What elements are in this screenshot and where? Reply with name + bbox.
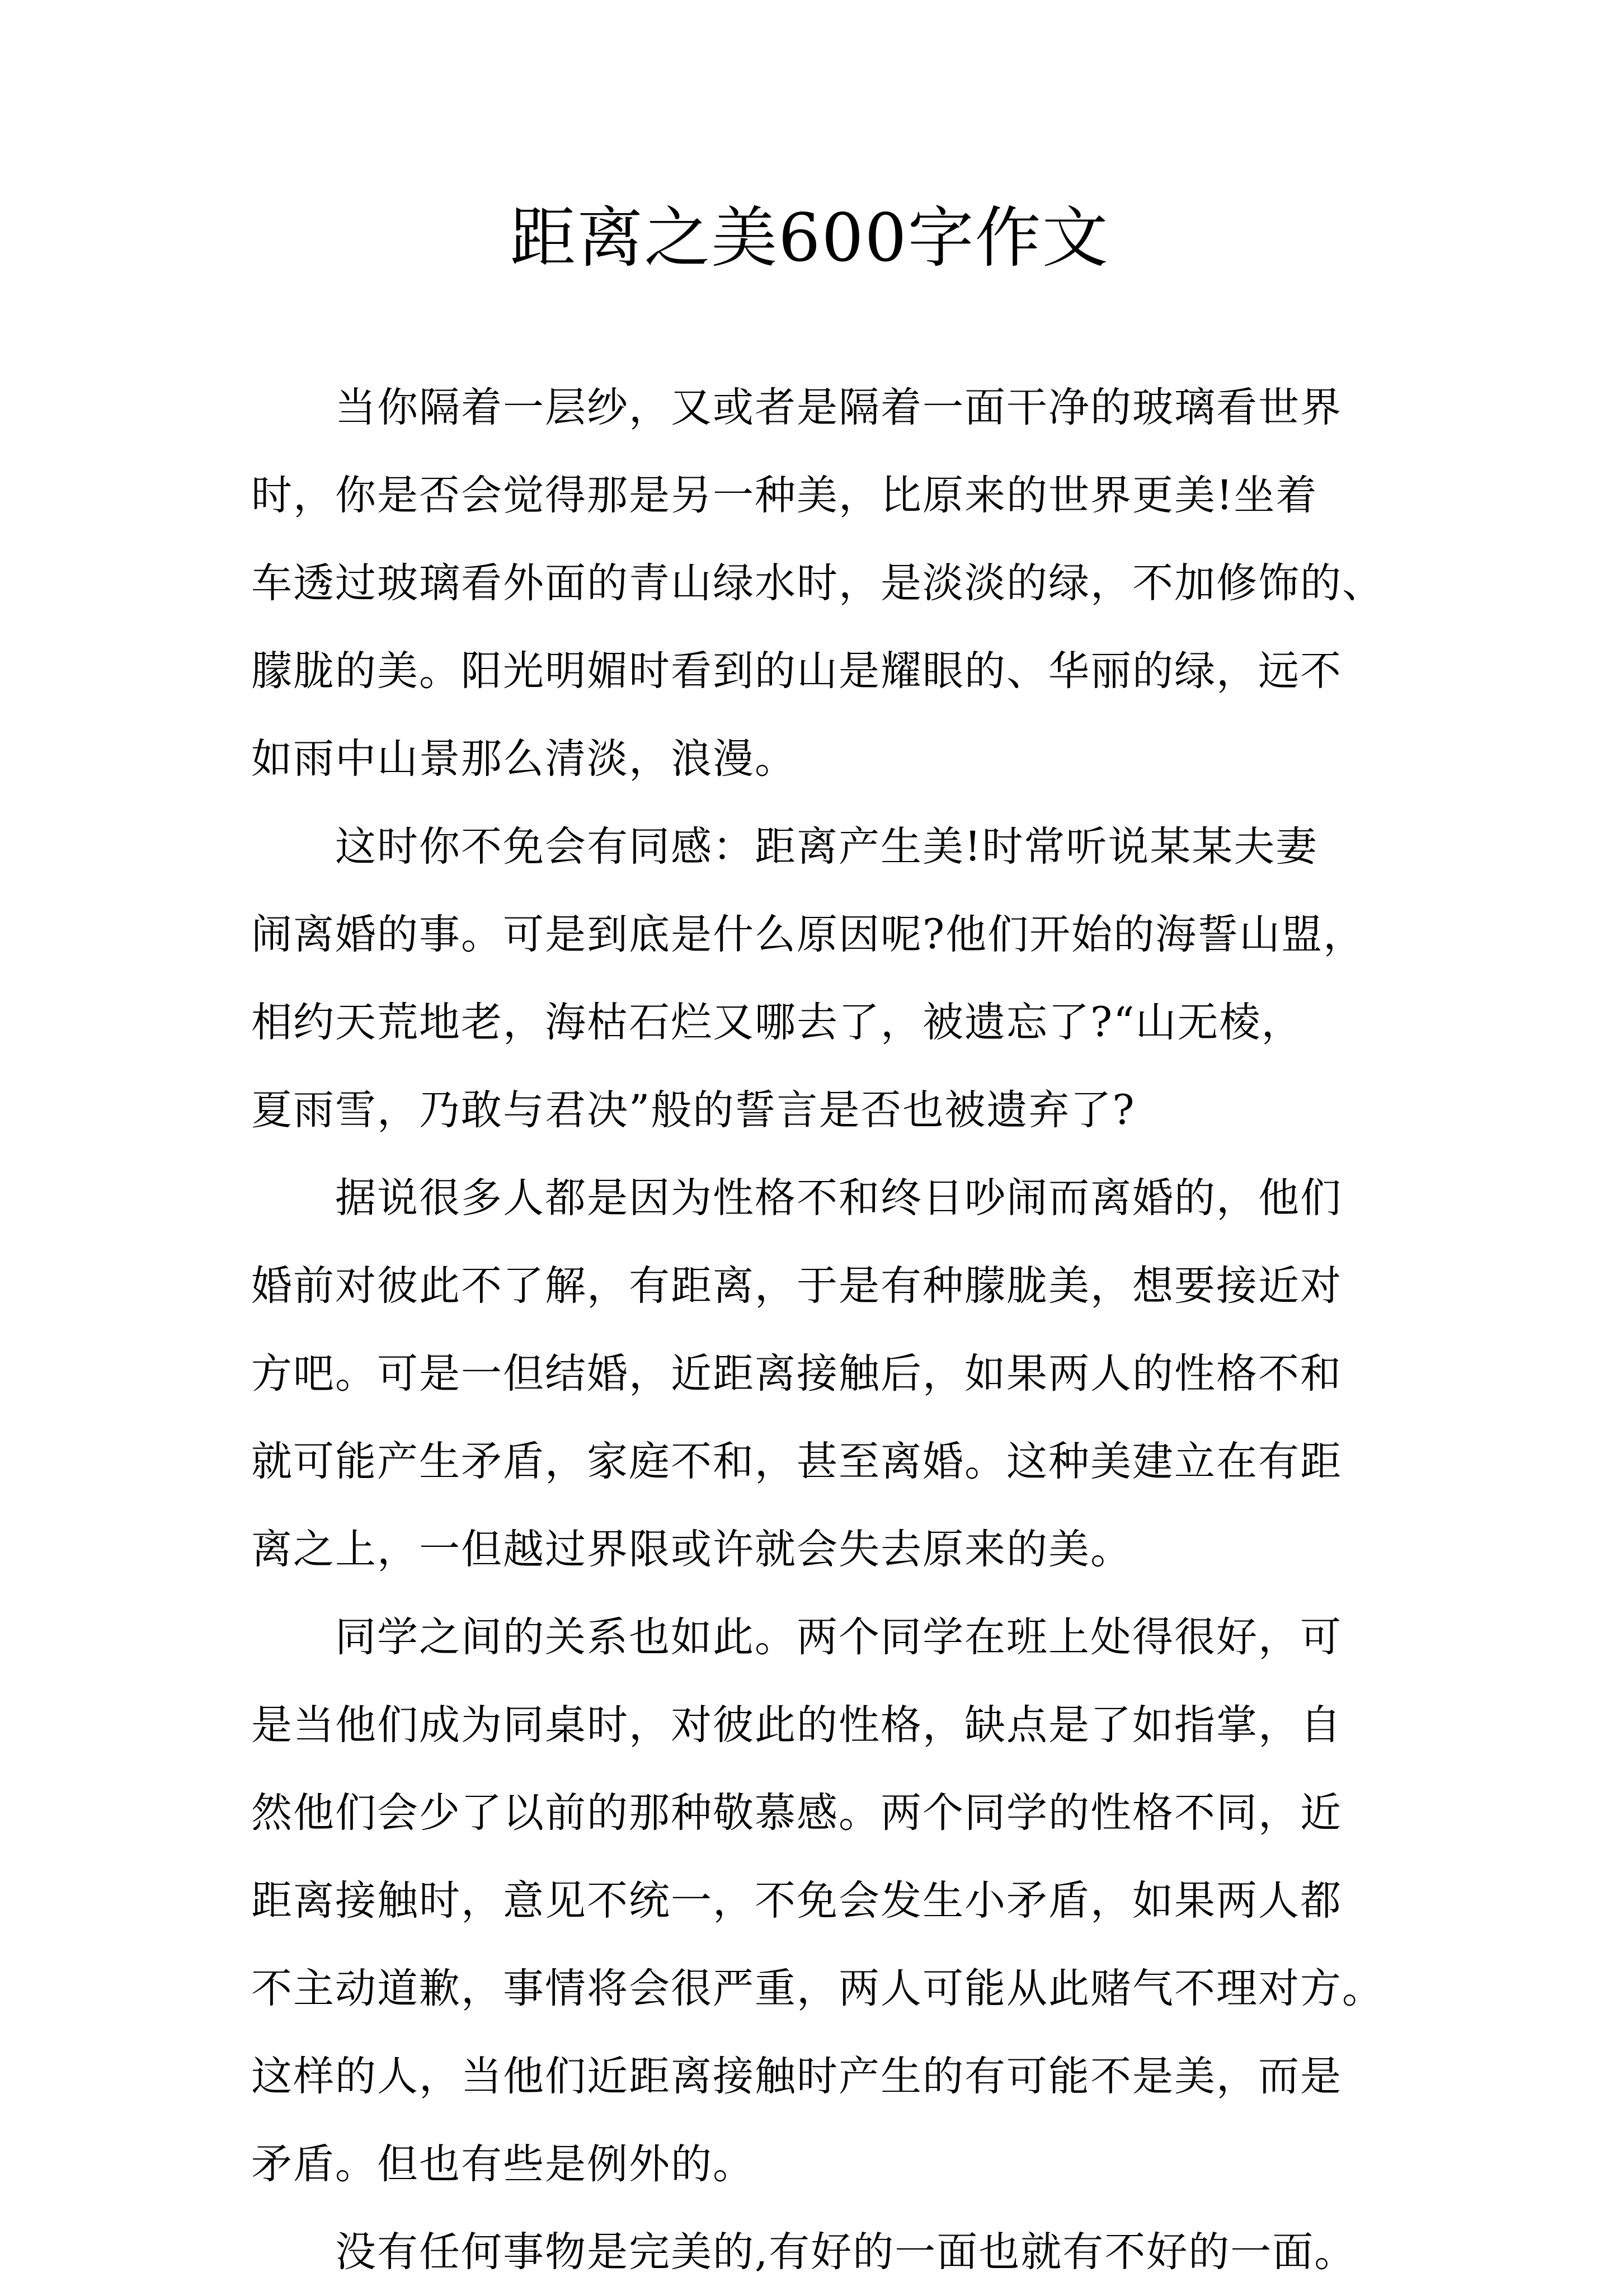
text-line: 时，你是否会觉得那是另一种美，比原来的世界更美!坐着 [251, 472, 1318, 519]
paragraph-4 [251, 1593, 1384, 2208]
text-line: 距离接触时，意见不统一，不免会发生小矛盾，如果两人都 [251, 1877, 1342, 1925]
paragraph-5 [251, 2208, 1376, 2296]
text-line: 没有任何事物是完美的,有好的一面也就有不好的一面。 [335, 2228, 1357, 2276]
text-line: 当你隔着一层纱，又或者是隔着一面干净的玻璃看世界 [335, 384, 1342, 431]
text-line: 相约天荒地老，海枯石烂又哪去了，被遗忘了?“山无棱， [251, 999, 1303, 1046]
text-line: 朦胧的美。阳光明媚时看到的山是耀眼的、华丽的绿，远不 [251, 647, 1342, 695]
text-line: 是当他们成为同桌时，对彼此的性格，缺点是了如指掌，自 [251, 1701, 1342, 1749]
text-line: 矛盾。但也有些是例外的。 [251, 2140, 755, 2188]
document-title: 距离之美600字作文 [510, 199, 1109, 276]
text-line: 车透过玻璃看外面的青山绿水时，是淡淡的绿，不加修饰的、 [251, 559, 1384, 607]
text-line: 离之上，一但越过界限或许就会失去原来的美。 [251, 1526, 1132, 1573]
text-line: 据说很多人都是因为性格不和终日吵闹而离婚的，他们 [335, 1174, 1342, 1222]
text-line: 夏雨雪，乃敢与君决”般的誓言是否也被遗弃了? [251, 1086, 1136, 1134]
text-line: 不主动道歉，事情将会很严重，两人可能从此赌气不理对方。 [251, 1965, 1384, 2012]
text-line: 婚前对彼此不了解，有距离，于是有种朦胧美，想要接近对 [251, 1262, 1342, 1310]
paragraph-1 [251, 364, 1384, 803]
text-line: 这样的人，当他们近距离接触时产生的有可能不是美，而是 [251, 2053, 1342, 2100]
document-body [251, 364, 1384, 2296]
paragraph-3 [251, 1154, 1376, 1593]
text-line: 就可能产生矛盾，家庭不和，甚至离婚。这种美建立在有距 [251, 1438, 1342, 1485]
text-line: 然他们会少了以前的那种敬慕感。两个同学的性格不同，近 [251, 1789, 1342, 1837]
text-line: 方吧。可是一但结婚，近距离接触后，如果两人的性格不和 [251, 1350, 1342, 1398]
text-line: 这时你不免会有同感：距离产生美!时常听说某某夫妻 [335, 823, 1318, 871]
text-line: 同学之间的关系也如此。两个同学在班上处得很好，可 [335, 1613, 1342, 1661]
text-line: 闹离婚的事。可是到底是什么原因呢?他们开始的海誓山盟， [251, 911, 1366, 958]
text-line: 如雨中山景那么清淡，浪漫。 [251, 735, 797, 783]
paragraph-2 [251, 803, 1376, 1154]
